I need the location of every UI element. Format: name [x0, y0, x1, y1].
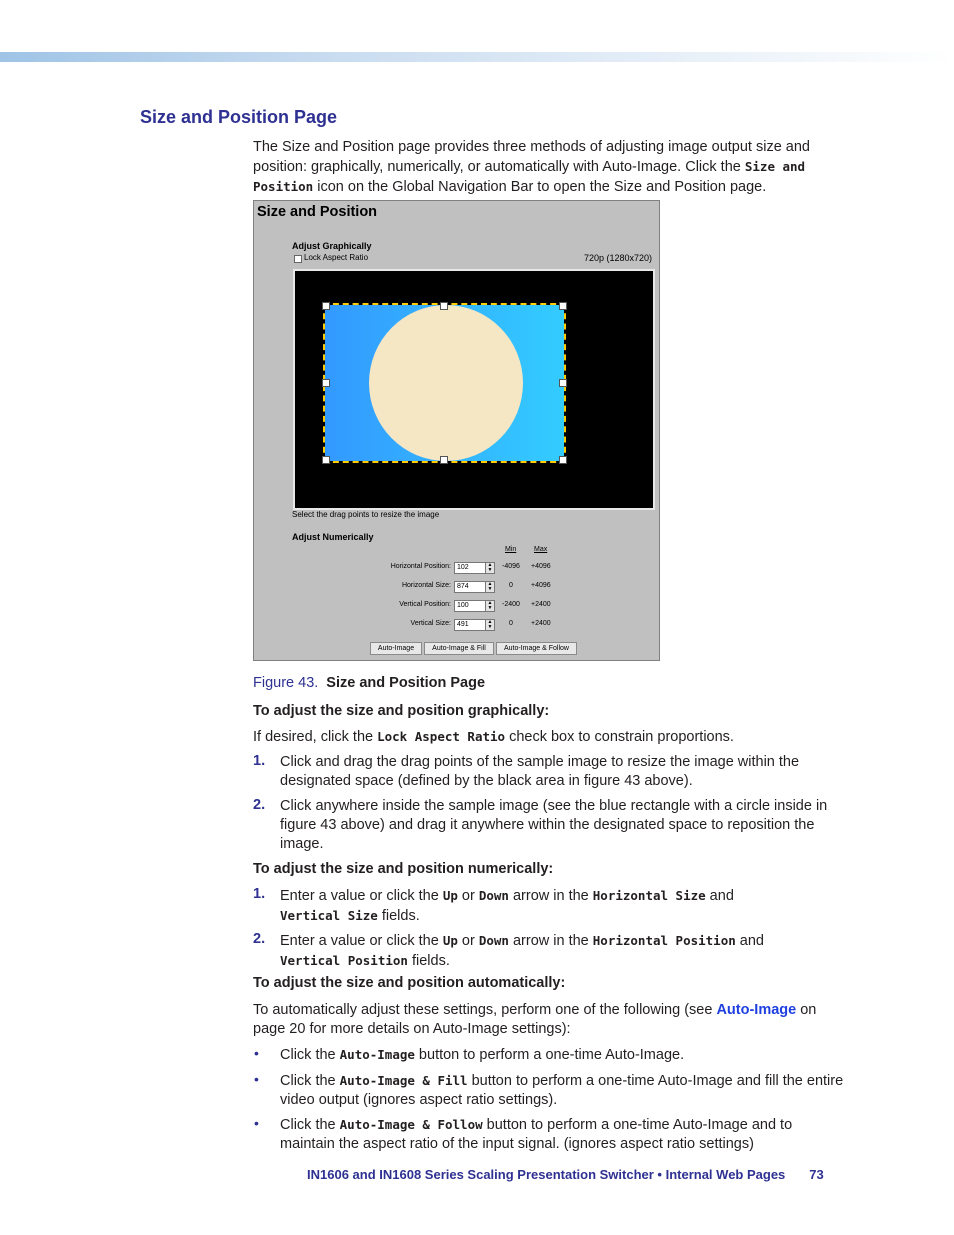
text-run: arrow in the [508, 888, 593, 904]
bullet-icon: • [254, 1071, 259, 1087]
bullet-text [280, 1045, 850, 1065]
control-name: Auto-Image & Fill [339, 1073, 468, 1088]
vertical-size-min: 0 [509, 620, 513, 627]
horizontal-size-input[interactable]: 874 [454, 581, 490, 593]
auto-image-link[interactable]: Auto-Image [716, 1002, 797, 1018]
control-name: Vertical Size [280, 908, 378, 923]
caption-label: Figure 43. [253, 675, 319, 691]
drag-hint: Select the drag points to resize the image [292, 510, 440, 519]
drag-handle-top-left[interactable] [322, 302, 330, 310]
step-text: Click and drag the drag points of the sample image to resize the image within the designated space (defined by the black area in figure 43 above). [280, 754, 800, 789]
intro-text: icon on the Global Navigation Bar to open the Size and Position page. [313, 179, 767, 195]
step-number: 2. [253, 931, 266, 947]
text-run: Click the [280, 1047, 340, 1063]
text-run: button to perform a one-time Auto-Image and fill the entire video output (ignores aspect ratio settings). [280, 1073, 844, 1108]
caption-title: Size and Position Page [326, 675, 486, 691]
step-text [280, 931, 850, 971]
auto-image-follow-button[interactable]: Auto-Image & Follow [496, 642, 577, 655]
text-run: and [705, 888, 734, 904]
control-name: Auto-Image & Follow [339, 1117, 483, 1132]
control-name: Down [478, 933, 509, 948]
control-name: Horizontal Size [592, 888, 706, 903]
intro-paragraph [253, 138, 848, 197]
text-run: If desired, click the [253, 729, 378, 745]
output-area [293, 269, 655, 510]
graphically-heading: To adjust the size and position graphically: [253, 703, 550, 719]
text-run: To automatically adjust these settings, perform one of the following (see [253, 1002, 717, 1018]
vertical-position-input[interactable]: 100 [454, 600, 490, 612]
page-footer [307, 1167, 824, 1182]
vertical-position-max: +2400 [531, 601, 551, 608]
step-text: Click anywhere inside the sample image (see the blue rectangle with a circle inside in figure 43 above) and drag it anywhere within the designated space to reposition the image. [280, 798, 828, 852]
horizontal-position-min: -4096 [502, 563, 520, 570]
lock-aspect-label: Lock Aspect Ratio [304, 253, 369, 262]
graphically-intro [253, 727, 848, 747]
step-number: 1. [253, 886, 266, 902]
intro-text: The Size and Position page provides three methods of adjusting image output size and position: graphically, numerically, or automatically with Auto-Image. Click the [253, 139, 810, 175]
horizontal-position-max: +4096 [531, 563, 551, 570]
control-name: Auto-Image [339, 1047, 415, 1062]
text-run: fields. [377, 908, 420, 924]
step-text [280, 886, 850, 926]
horizontal-size-max: +4096 [531, 582, 551, 589]
lock-aspect-checkbox[interactable] [294, 255, 302, 263]
drag-handle-right[interactable] [559, 379, 567, 387]
horizontal-position-label: Horizontal Position: [390, 563, 451, 570]
text-run: arrow in the [508, 933, 593, 949]
text-run: button to perform a one-time Auto-Image. [414, 1047, 685, 1063]
section-title: Size and Position Page [140, 107, 338, 127]
text-run: or [457, 888, 479, 904]
automatically-heading: To adjust the size and position automatically: [253, 975, 566, 991]
horizontal-position-stepper[interactable]: ▲ ▼ [485, 562, 495, 574]
bullet-text [280, 1071, 850, 1110]
step-number: 2. [253, 797, 266, 813]
drag-handle-bottom[interactable] [440, 456, 448, 464]
size-position-screenshot [253, 200, 660, 661]
text-run: on page 20 for more details on Auto-Image settings): [253, 1002, 817, 1037]
vertical-size-max: +2400 [531, 620, 551, 627]
bullet-icon: • [254, 1045, 259, 1061]
control-name: Horizontal Position [592, 933, 736, 948]
footer-title: IN1606 and IN1608 Series Scaling Presentation Switcher • Internal Web Pages [307, 1167, 786, 1182]
automatically-intro [253, 1001, 848, 1039]
bullet-icon: • [254, 1115, 259, 1131]
vertical-position-label: Vertical Position: [399, 601, 451, 608]
numerically-heading: To adjust the size and position numerically: [253, 861, 554, 877]
control-name: Lock Aspect Ratio [377, 729, 506, 744]
max-header: Max [534, 546, 548, 553]
drag-handle-top[interactable] [440, 302, 448, 310]
control-name: Down [478, 888, 509, 903]
text-run: Enter a value or click the [280, 888, 443, 904]
adjust-numerically-label: Adjust Numerically [292, 532, 374, 542]
bullet-text [280, 1115, 850, 1154]
min-header: Min [505, 546, 517, 553]
text-run: Enter a value or click the [280, 933, 443, 949]
horizontal-size-stepper[interactable]: ▲ ▼ [485, 581, 495, 593]
horizontal-size-label: Horizontal Size: [401, 582, 451, 589]
auto-image-button[interactable]: Auto-Image [370, 642, 422, 655]
text-run: Click the [280, 1073, 340, 1089]
auto-image-fill-button[interactable]: Auto-Image & Fill [424, 642, 494, 655]
drag-handle-bottom-left[interactable] [322, 456, 330, 464]
control-name: Up [442, 888, 458, 903]
step-number: 1. [253, 753, 266, 769]
text-run: or [457, 933, 479, 949]
vertical-position-min: -2400 [502, 601, 520, 608]
vertical-size-stepper[interactable]: ▲ ▼ [485, 619, 495, 631]
adjust-graphically-label: Adjust Graphically [292, 241, 372, 251]
resolution-label: 720p (1280x720) [584, 253, 653, 263]
header-gradient-bar [0, 52, 954, 62]
drag-handle-left[interactable] [322, 379, 330, 387]
text-run: check box to constrain proportions. [505, 729, 734, 745]
vertical-size-label: Vertical Size: [410, 620, 451, 627]
page-number: 73 [809, 1167, 824, 1182]
vertical-position-stepper[interactable]: ▲ ▼ [485, 600, 495, 612]
intro-icon-name: Size and Position [253, 159, 806, 194]
sample-circle [369, 305, 523, 461]
sample-image[interactable] [325, 305, 564, 461]
control-name: Vertical Position [280, 953, 408, 968]
horizontal-size-min: 0 [509, 582, 513, 589]
drag-handle-bottom-right[interactable] [559, 456, 567, 464]
text-run: Click the [280, 1117, 340, 1133]
control-name: Up [442, 933, 458, 948]
text-run: and [735, 933, 764, 949]
text-run: button to perform a one-time Auto-Image and to maintain the aspect ratio of the input signal. (ignores aspect ratio settings) [280, 1117, 793, 1152]
figure-caption [253, 675, 485, 691]
vertical-size-input[interactable]: 491 [454, 619, 490, 631]
drag-handle-top-right[interactable] [559, 302, 567, 310]
figure-page-title: Size and Position [257, 204, 378, 220]
horizontal-position-input[interactable]: 102 [454, 562, 490, 574]
text-run: fields. [407, 953, 450, 969]
